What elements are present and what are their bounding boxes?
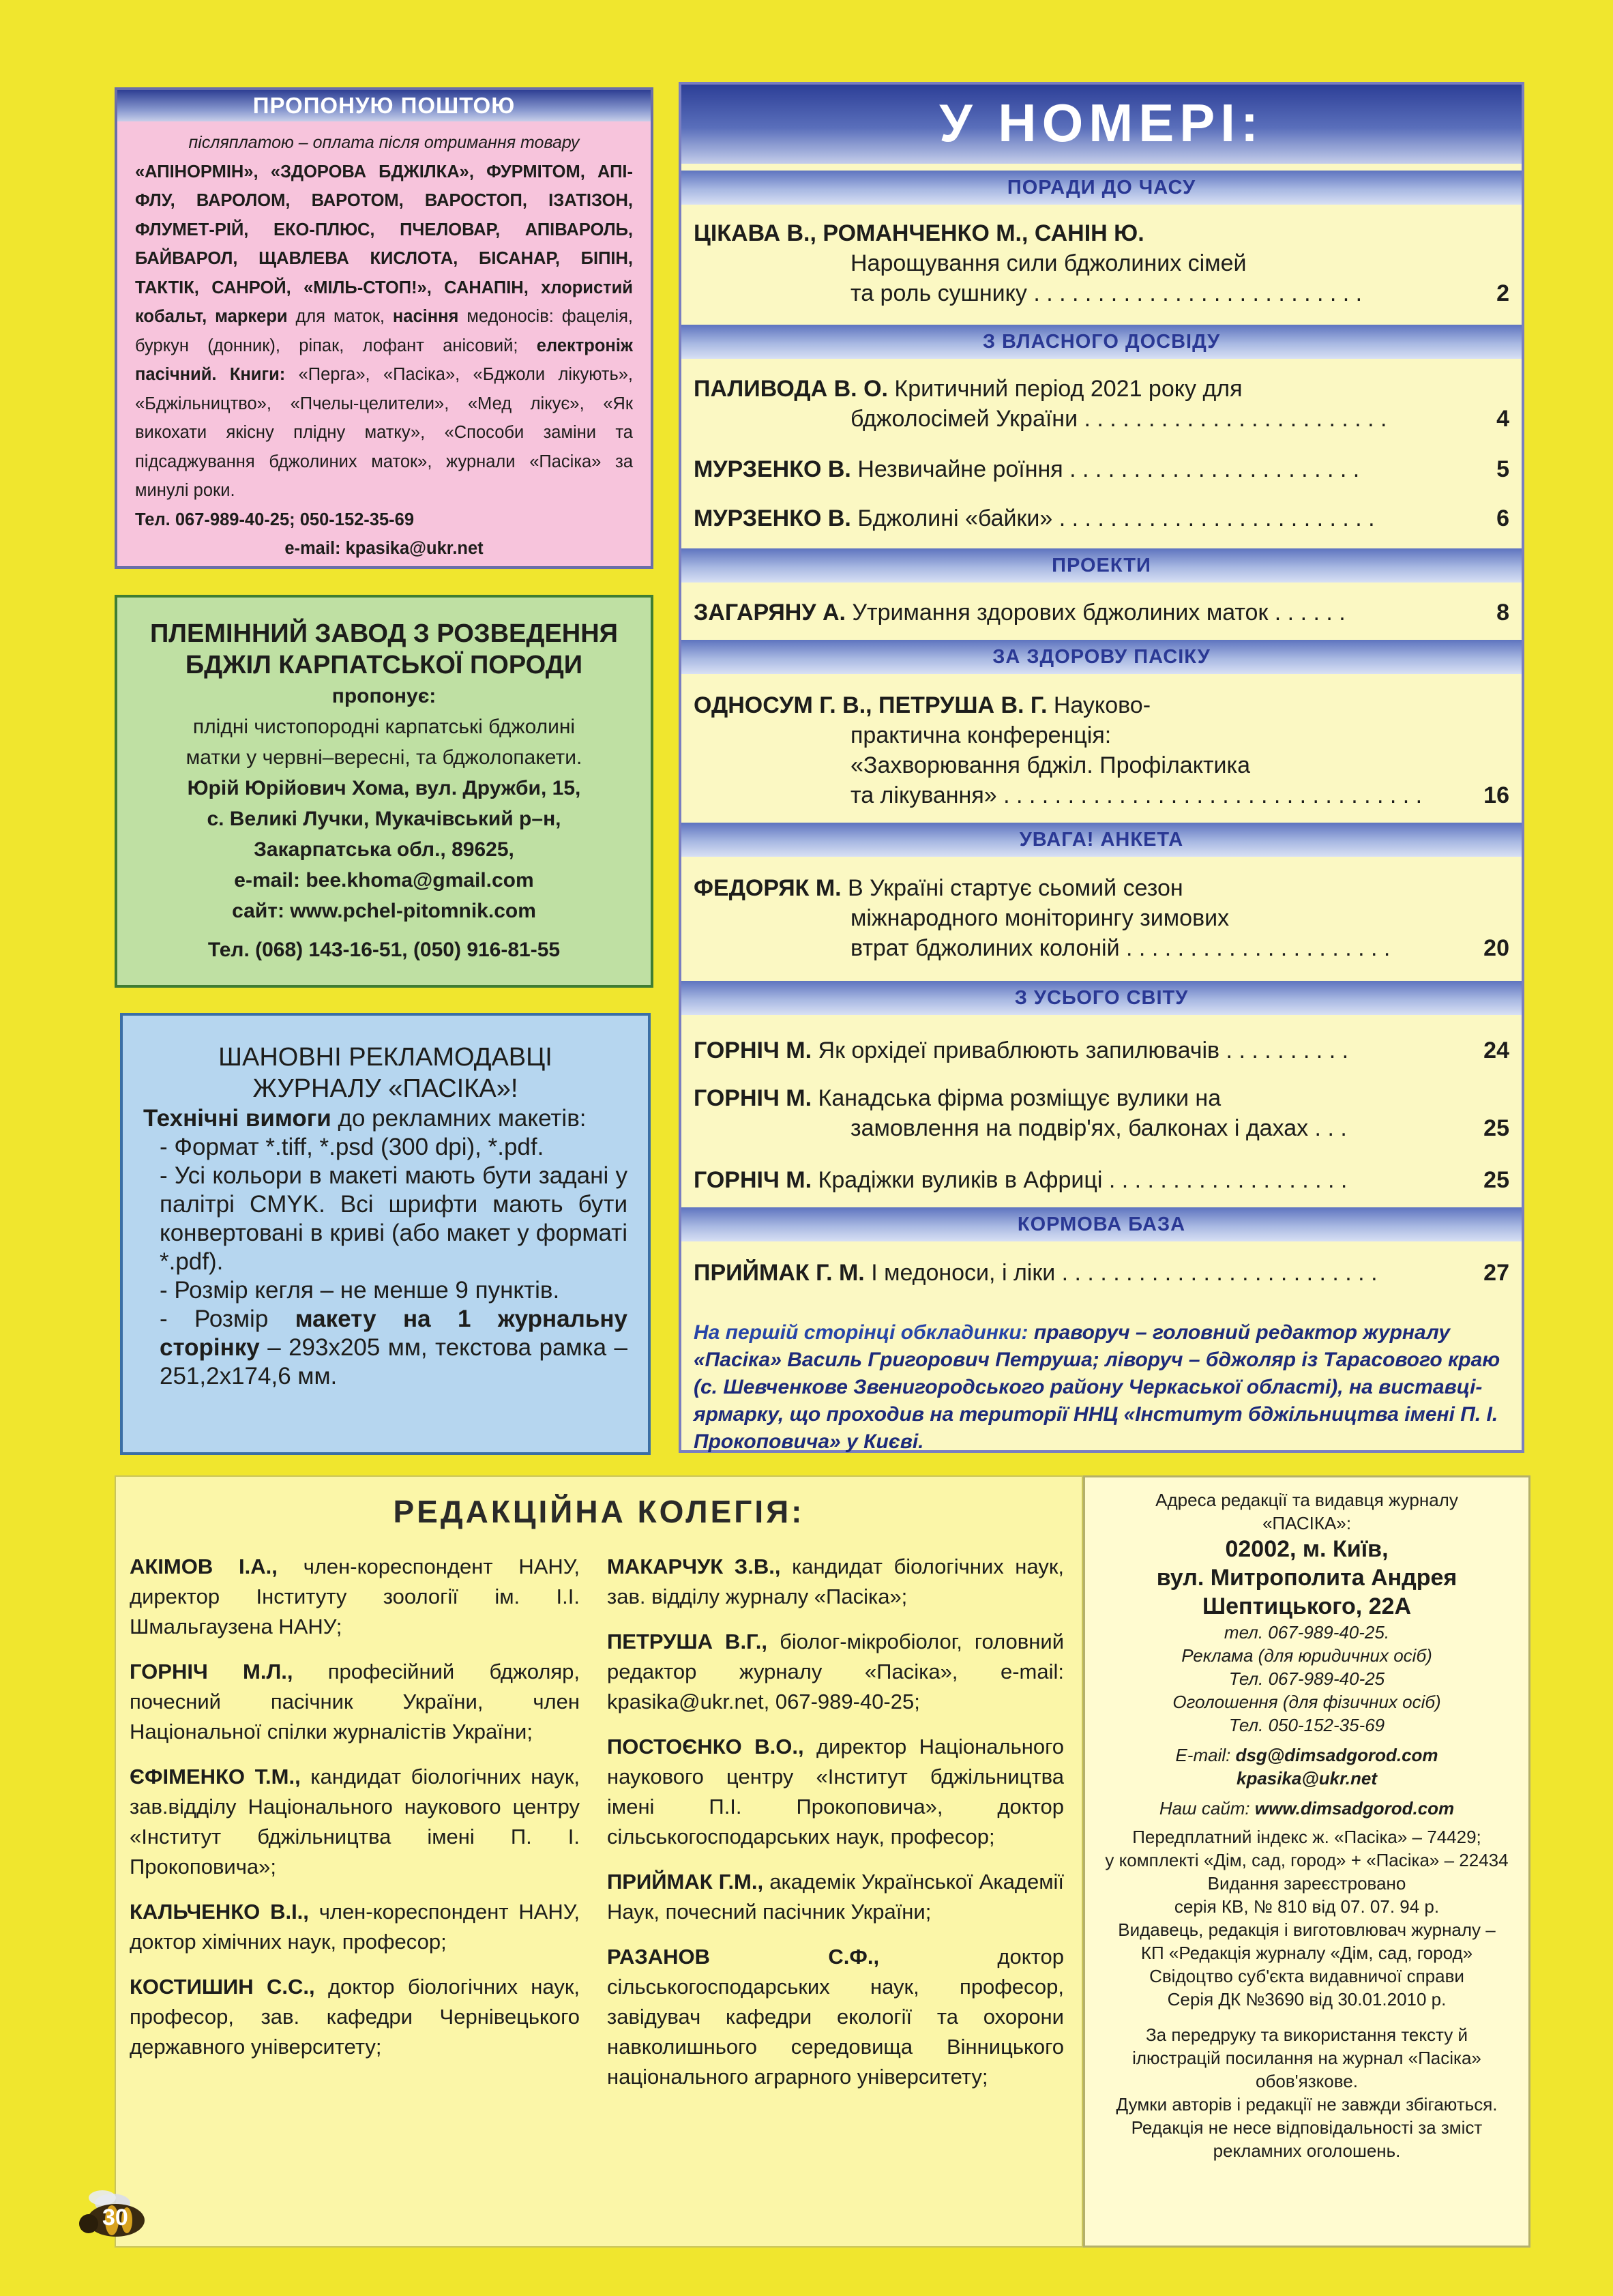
farm-addr-2: с. Великі Лучки, Мукачівський р–н, <box>207 808 561 830</box>
toc-entry[interactable] <box>694 374 1509 434</box>
section-world: З УСЬОГО СВІТУ <box>681 981 1522 1015</box>
toc-author: ГОРНІЧ М. <box>694 1085 812 1111</box>
board-member <box>130 1762 580 1882</box>
address-line: Видання зареєстровано <box>1207 1873 1406 1894</box>
toc-entry[interactable] <box>694 454 1509 484</box>
toc-entry[interactable] <box>694 1165 1509 1195</box>
member-name: ПОСТОЄНКО В.О., <box>607 1735 804 1758</box>
adv-item-size <box>143 1305 627 1391</box>
toc-page: 2 <box>1496 280 1509 306</box>
address-line: обов'язкове. <box>1256 2071 1358 2091</box>
address-phone: Тел. 050-152-35-69 <box>1228 1715 1385 1735</box>
member-role: академік Української Академії Наук, почесний пасічник України; <box>607 1870 1064 1924</box>
address-line: серія КВ, № 810 від 07. 07. 94 р. <box>1174 1896 1440 1917</box>
mail-order-books: «Перга», «Пасіка», «Бджоли лікують», «Бджільництво», «Пчелы-целители», «Мед лікує», «Як викохати якісну плідну матку», «Способи заміни та підсаджування бджолиних маток», журнали «Пасіка» за минулі роки. <box>135 365 633 500</box>
adv-item-format: - Формат *.tiff, *.psd (300 dpi), *.pdf. <box>160 1134 544 1160</box>
toc-entry[interactable] <box>694 503 1509 533</box>
toc-page: 25 <box>1483 1115 1509 1141</box>
publisher-address-box <box>1083 1475 1530 2248</box>
section-projects: ПРОЕКТИ <box>681 548 1522 583</box>
member-name: ПРИЙМАК Г.М., <box>607 1870 764 1894</box>
site-link[interactable]: www.dimsadgorod.com <box>1254 1798 1455 1819</box>
toc-title: та роль сушнику . . . . . . . . . . . . . . . . . . . . . . . . . . <box>850 280 1363 306</box>
toc-title: Науково- <box>1047 692 1151 718</box>
toc-title: Бджолині «байки» . . . . . . . . . . . . . . . . . . . . . . . . . <box>850 505 1375 531</box>
cover-caption-lead: На першій сторінці обкладинки: <box>694 1321 1029 1344</box>
mail-order-seeds: насіння <box>392 307 459 326</box>
toc-page: 27 <box>1483 1260 1509 1286</box>
toc-entry[interactable] <box>694 218 1509 308</box>
board-member <box>130 1552 580 1642</box>
cover-caption-text: праворуч – головний редактор журналу «Пасіка» Василь Григорович Петруша; ліворуч – бджоляр із Тарасового краю (с. Шевченкове Звенигородського району Черкаської області), на виставці-ярмарку, що проходив на території ННЦ «Інститут бджільництва імені П. І. Прокоповича» у Києві. <box>694 1321 1500 1453</box>
board-title: РЕДАКЦІЙНА КОЛЕГІЯ: <box>393 1494 805 1529</box>
farm-site[interactable]: сайт: www.pchel-pitomnik.com <box>232 900 536 922</box>
farm-email[interactable]: e-mail: bee.khoma@gmail.com <box>234 869 534 892</box>
member-role: біолог-мікробіолог, головний редактор журналу «Пасіка», e-mail: kpasika@ukr.net, 067-989-40-25; <box>607 1630 1065 1713</box>
address-phone: Тел. 067-989-40-25 <box>1228 1668 1385 1689</box>
toc-author: ГОРНІЧ М. <box>694 1037 812 1063</box>
toc-entry[interactable] <box>694 1083 1509 1143</box>
member-role: професійний бджоляр, почесний пасічник України, член Національної спілки журналістів України; <box>130 1660 580 1743</box>
breeding-farm-box <box>115 595 653 988</box>
farm-addr-3: Закарпатська обл., 89625, <box>254 838 514 861</box>
board-column-left <box>130 1552 580 2077</box>
email-link[interactable]: dsg@dimsadgorod.com <box>1235 1745 1438 1765</box>
toc-author: ПРИЙМАК Г. М. <box>694 1260 865 1286</box>
advertisers-box <box>120 1013 651 1455</box>
toc-page: 4 <box>1496 406 1509 432</box>
toc-entry[interactable] <box>694 598 1509 628</box>
section-forage: КОРМОВА БАЗА <box>681 1207 1522 1241</box>
toc-title: Як орхідеї приваблюють запилювачів . . . . . . . . . . <box>812 1037 1349 1063</box>
address-line: Реклама (для юридичних осіб) <box>1181 1645 1432 1666</box>
toc-entry[interactable] <box>694 1258 1509 1288</box>
farm-phone: Тел. (068) 143-16-51, (050) 916-81-55 <box>207 939 561 961</box>
adv-size-a: - Розмір <box>160 1306 295 1332</box>
toc-title: Незвичайне роїння . . . . . . . . . . . . . . . . . . . . . . . <box>850 456 1360 482</box>
member-name: РАЗАНОВ С.Ф., <box>607 1945 880 1969</box>
adv-req-bold: Технічні вимоги <box>143 1105 331 1132</box>
member-name: ПЕТРУША В.Г., <box>607 1630 767 1653</box>
address-phone: тел. 067-989-40-25. <box>1224 1622 1390 1643</box>
address-city: 02002, м. Київ, <box>1225 1536 1389 1562</box>
table-of-contents <box>679 82 1524 1453</box>
mail-order-products: «АПІНОРМІН», «ЗДОРОВА БДЖІЛКА», ФУРМІТОМ, АПІ-ФЛУ, ВАРОЛОМ, ВАРОТОМ, ВАРОСТОП, ІЗАТІЗОН, ФЛУМЕТ-РІЙ, ЕКО-ПЛЮС, ПЧЕЛОВАР, АПІВАРОЛЬ, БАЙВАРОЛ, ЩАВЛЕВА КИСЛОТА, БІСАНАР, БІПІН, ТАКТІК, САНРОЙ, «МІЛЬ-СТОП!», САНАПІН, хлористий кобальт, маркери <box>135 162 633 326</box>
member-name: МАКАРЧУК З.В., <box>607 1555 781 1578</box>
toc-title: Утримання здорових бджолиних маток . . . . . . <box>845 600 1346 625</box>
toc-title: Канадська фірма розміщує вулики на <box>812 1085 1222 1111</box>
toc-page: 6 <box>1496 505 1509 531</box>
board-member <box>130 1657 580 1747</box>
farm-title-1: ПЛЕМІННИЙ ЗАВОД З РОЗВЕДЕННЯ <box>149 619 618 648</box>
farm-desc-2: матки у червні–вересні, та бджолопакети. <box>186 746 582 769</box>
adv-size-c: – 293х205 мм, текстова рамка – 251,2х174,6 мм. <box>160 1334 627 1389</box>
address-line: Редакція не несе відповідальності за зміст <box>1131 2117 1483 2138</box>
toc-entry[interactable] <box>694 873 1509 963</box>
mail-order-text-2: медоносів: фацелія, буркун (донник), ріпак, лофант анісовий; <box>135 307 634 355</box>
mail-order-electro: електроніж пасічний. Книги: <box>135 336 633 384</box>
section-healthy-apiary: ЗА ЗДОРОВУ ПАСІКУ <box>681 640 1522 674</box>
toc-page: 16 <box>1483 782 1509 808</box>
board-member <box>607 1867 1064 1927</box>
adv-size-b: макету на 1 журнальну сторінку <box>160 1306 627 1361</box>
farm-addr-1: Юрій Юрійович Хома, вул. Дружби, 15, <box>187 777 581 799</box>
mail-order-body <box>117 121 651 563</box>
toc-title: практична конференція: <box>850 722 1112 748</box>
toc-author: ФЕДОРЯК М. <box>694 875 842 901</box>
address-line: «ПАСІКА»: <box>1262 1513 1352 1533</box>
address-line: Адреса редакції та видавця журналу <box>1155 1490 1458 1510</box>
address-line: Серія ДК №3690 від 30.01.2010 р. <box>1167 1989 1447 2010</box>
toc-title: замовлення на подвір'ях, балконах і дахах . . . <box>850 1115 1347 1141</box>
board-column-right <box>607 1552 1064 2107</box>
adv-item-font: - Розмір кегля – не менше 9 пунктів. <box>160 1277 560 1304</box>
toc-title: Критичний період 2021 року для <box>887 376 1243 402</box>
adv-item-colors: - Усі кольори в макеті мають бути задані у палітрі CMYK. Всі шрифти мають бути конвертовані в криві (або макет у форматі *.pdf). <box>160 1162 627 1275</box>
section-advice: ПОРАДИ ДО ЧАСУ <box>681 171 1522 205</box>
toc-author: ОДНОСУМ Г. В., ПЕТРУША В. Г. <box>694 692 1048 718</box>
toc-title: І медоноси, і ліки . . . . . . . . . . . . . . . . . . . . . . . . . <box>864 1260 1378 1286</box>
site-label: Наш сайт: <box>1159 1798 1255 1819</box>
address-line: За передруку та використання тексту й <box>1145 2025 1468 2045</box>
member-name: КОСТИШИН С.С., <box>130 1975 315 1999</box>
toc-page: 24 <box>1483 1037 1509 1063</box>
email-label: E-mail: <box>1175 1745 1236 1765</box>
address-line: Думки авторів і редакції не завжди збігаються. <box>1116 2094 1498 2115</box>
toc-page: 8 <box>1496 600 1509 625</box>
mail-order-box <box>115 87 653 569</box>
member-role: доктор сільськогосподарських наук, професор, завідувач кафедри екології та охорони навколишнього середовища Вінницького національного аграрного університету; <box>607 1945 1064 2089</box>
section-experience: З ВЛАСНОГО ДОСВІДУ <box>681 325 1522 359</box>
farm-offers: пропонує: <box>331 685 436 707</box>
toc-title: «Захворювання бджіл. Профілактика <box>850 752 1251 778</box>
toc-author: МУРЗЕНКО В. <box>694 505 851 531</box>
address-street: Шептицького, 22А <box>1202 1593 1412 1619</box>
adv-req-text: до рекламних макетів: <box>331 1105 587 1132</box>
toc-entry[interactable] <box>694 1035 1509 1065</box>
address-line: Передплатний індекс ж. «Пасіка» – 74429; <box>1132 1827 1481 1847</box>
toc-author: ЗАГАРЯНУ А. <box>694 600 846 625</box>
cover-caption <box>694 1319 1509 1456</box>
address-line: Оголошення (для фізичних осіб) <box>1172 1692 1441 1712</box>
toc-title: Крадіжки вуликів в Африці . . . . . . . . . . . . . . . . . . . <box>812 1167 1348 1193</box>
member-name: КАЛЬЧЕНКО В.І., <box>130 1900 309 1924</box>
toc-page: 25 <box>1483 1167 1509 1193</box>
board-member <box>607 1627 1064 1717</box>
mail-order-subtitle: післяплатою – оплата після отримання товару <box>188 133 580 152</box>
board-member <box>607 1732 1064 1852</box>
toc-page: 5 <box>1496 456 1509 482</box>
member-name: ГОРНІЧ М.Л., <box>130 1660 293 1683</box>
member-role: кандидат біологічних наук, зав. відділу журналу «Пасіка»; <box>607 1555 1064 1608</box>
toc-author: МУРЗЕНКО В. <box>694 456 851 482</box>
toc-author: ГОРНІЧ М. <box>694 1167 812 1193</box>
member-role: член-кореспондент НАНУ, директор Інституту зоології ім. І.І. Шмальгаузена НАНУ; <box>130 1555 580 1638</box>
page-number <box>75 2183 157 2244</box>
toc-title: В Україні стартує сьомий сезон <box>841 875 1183 901</box>
address-street: вул. Митрополита Андрея <box>1156 1565 1457 1591</box>
farm-title-2: БДЖІЛ КАРПАТСЬКОЇ ПОРОДИ <box>185 651 583 679</box>
page-number-text: 30 <box>102 2205 128 2231</box>
board-member <box>607 1942 1064 2092</box>
member-role: член-кореспондент НАНУ, доктор хімічних наук, професор; <box>130 1900 580 1954</box>
member-role: доктор біологічних наук, професор, зав. кафедри Чернівецького державного університету; <box>130 1975 580 2059</box>
member-name: АКІМОВ І.А., <box>130 1555 278 1578</box>
board-member <box>130 1972 580 2062</box>
address-line: ілюстрацій посилання на журнал «Пасіка» <box>1132 2048 1481 2068</box>
section-survey: УВАГА! АНКЕТА <box>681 823 1522 857</box>
address-line: Видавець, редакція і виготовлювач журналу – <box>1118 1919 1496 1940</box>
address-line: КП «Редакція журналу «Дім, сад, город» <box>1140 1943 1473 1963</box>
member-role: директор Національного наукового центру «Інститут бджільництва імені П.І. Прокоповича», доктор сільськогосподарських наук, професор; <box>607 1735 1064 1849</box>
toc-author: ПАЛИВОДА В. О. <box>694 376 888 402</box>
member-role: кандидат біологічних наук, зав.відділу Національного наукового центру «Інститут бджільництва імені П. І. Прокоповича»; <box>130 1765 580 1879</box>
editorial-board <box>115 1475 1083 2248</box>
board-member <box>607 1552 1064 1612</box>
adv-requirements <box>143 1104 627 1133</box>
address-line: рекламних оголошень. <box>1213 2140 1401 2161</box>
adv-title-2: ЖУРНАЛУ «ПАСІКА»! <box>252 1074 518 1103</box>
email-link[interactable]: kpasika@ukr.net <box>1236 1768 1377 1789</box>
toc-page: 20 <box>1483 935 1509 961</box>
address-line: у комплекті «Дім, сад, город» + «Пасіка» – 22434 <box>1105 1850 1509 1870</box>
mail-order-email[interactable]: e-mail: kpasika@ukr.net <box>284 539 484 558</box>
mail-order-header: ПРОПОНУЮ ПОШТОЮ <box>117 90 651 121</box>
mail-order-text: для маток, <box>287 307 393 326</box>
member-name: ЄФІМЕНКО Т.М., <box>130 1765 301 1789</box>
mail-order-phone: Тел. 067-989-40-25; 050-152-35-69 <box>135 510 415 529</box>
toc-title: бджолосімей України . . . . . . . . . . . . . . . . . . . . . . . . <box>850 406 1387 432</box>
toc-title: Нарощування сили бджолиних сімей <box>850 250 1247 276</box>
toc-entry[interactable] <box>694 690 1509 810</box>
farm-desc-1: плідні чистопородні карпатські бджолині <box>192 716 576 738</box>
contents-title: У НОМЕРІ: <box>681 85 1522 164</box>
toc-author: ЦІКАВА В., РОМАНЧЕНКО М., САНІН Ю. <box>694 220 1144 246</box>
toc-title: та лікування» . . . . . . . . . . . . . . . . . . . . . . . . . . . . . . . . . <box>850 782 1423 808</box>
board-member <box>130 1897 580 1957</box>
adv-title-1: ШАНОВНІ РЕКЛАМОДАВЦІ <box>218 1043 552 1072</box>
toc-title: втрат бджолиних колоній . . . . . . . . . . . . . . . . . . . . . <box>850 935 1391 961</box>
toc-title: міжнародного моніторингу зимових <box>850 905 1230 931</box>
address-line: Свідоцтво суб'єкта видавничої справи <box>1149 1966 1464 1986</box>
